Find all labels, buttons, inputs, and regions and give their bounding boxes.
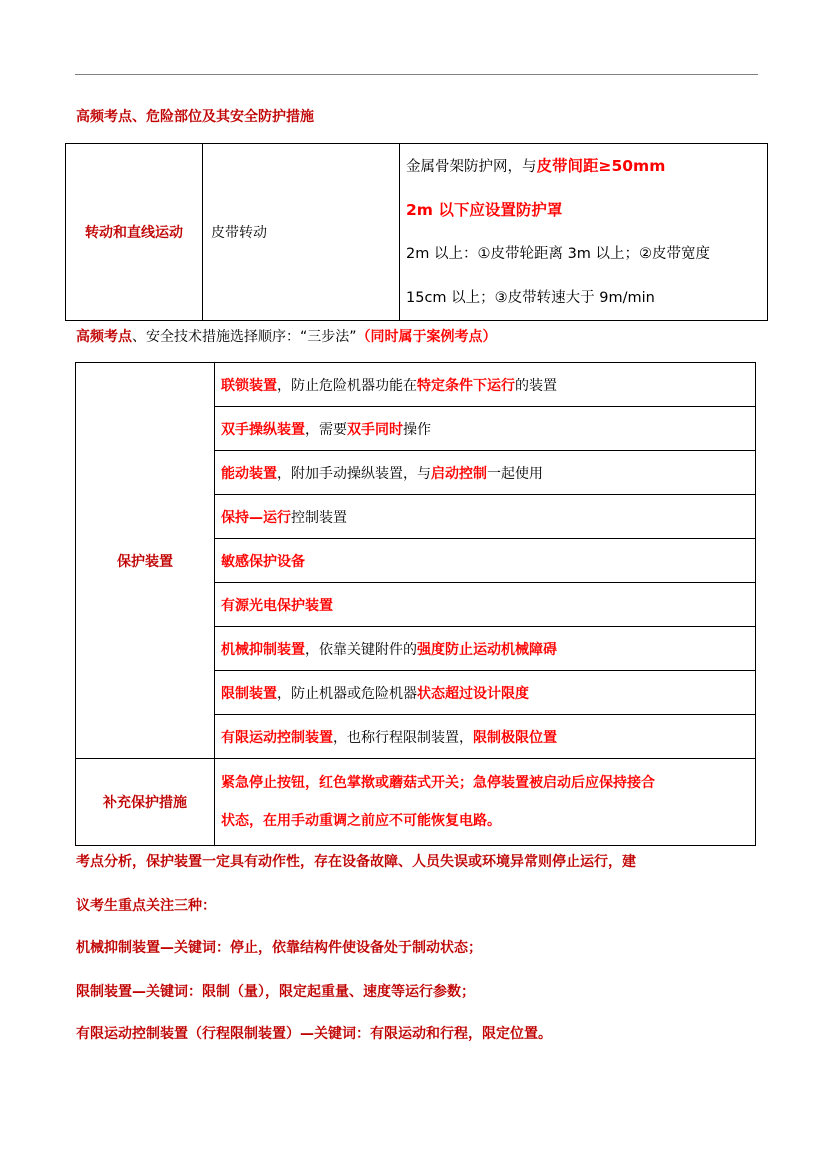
table-row: 敏感保护设备 — [215, 539, 756, 583]
measures-cell — [400, 144, 768, 321]
measure-line-2: 2m 以下应设置防护罩 — [406, 201, 563, 219]
analysis-line-5: 有限运动控制装置（行程限制装置）—关键词：有限运动和行程，限定位置。 — [76, 1026, 552, 1042]
table-row: 能动装置，附加手动操纵装置，与启动控制一起使用 — [215, 451, 756, 495]
table-row: 机械抑制装置，依靠关键附件的强度防止运动机械障碍 — [215, 627, 756, 671]
item-cell: 皮带转动 — [203, 144, 400, 321]
analysis-line-3: 机械抑制装置—关键词：停止，依靠结构件使设备处于制动状态； — [76, 940, 482, 956]
measure-line-3: 2m 以上：①皮带轮距离 3m 以上；②皮带宽度 — [406, 246, 711, 262]
table-row: 联锁装置，防止危险机器功能在特定条件下运行的装置 — [215, 363, 756, 407]
table-row — [215, 759, 756, 846]
analysis-line-1: 考点分析，保护装置一定具有动作性，存在设备故障、人员失误或环境异常则停止运行，建 — [76, 854, 636, 870]
analysis-line-2: 议考生重点关注三种： — [76, 898, 216, 914]
group-protection-devices: 保护装置 — [76, 363, 215, 759]
danger-parts-table — [65, 143, 768, 321]
category-cell: 转动和直线运动 — [66, 144, 203, 321]
heading-danger-parts: 高频考点、危险部位及其安全防护措施 — [76, 109, 314, 125]
analysis-line-4: 限制装置—关键词：限制（量），限定起重量、速度等运行参数； — [76, 984, 475, 1000]
measure-line-4: 15cm 以上；③皮带转速大于 9m/min — [406, 290, 655, 306]
table-row: 限制装置，防止机器或危险机器状态超过设计限度 — [215, 671, 756, 715]
supplementary-line-1: 紧急停止按钮，红色掌揿或蘑菇式开关；急停装置被启动后应保持接合 — [221, 775, 655, 791]
table-row: 有限运动控制装置，也称行程限制装置，限制极限位置 — [215, 715, 756, 759]
table-row: 双手操纵装置，需要双手同时操作 — [215, 407, 756, 451]
group-supplementary-measures: 补充保护措施 — [76, 759, 215, 846]
table-row: 有源光电保护装置 — [215, 583, 756, 627]
supplementary-line-2: 状态，在用手动重调之前应不可能恢复电路。 — [221, 813, 501, 829]
heading-three-steps: 高频考点、安全技术措施选择顺序：“三步法”（同时属于案例考点） — [76, 329, 497, 345]
header-rule — [75, 74, 758, 75]
measure-line-1: 金属骨架防护网，与皮带间距≥50mm — [406, 157, 666, 175]
protection-devices-table — [75, 362, 756, 846]
table-row: 保持—运行控制装置 — [215, 495, 756, 539]
